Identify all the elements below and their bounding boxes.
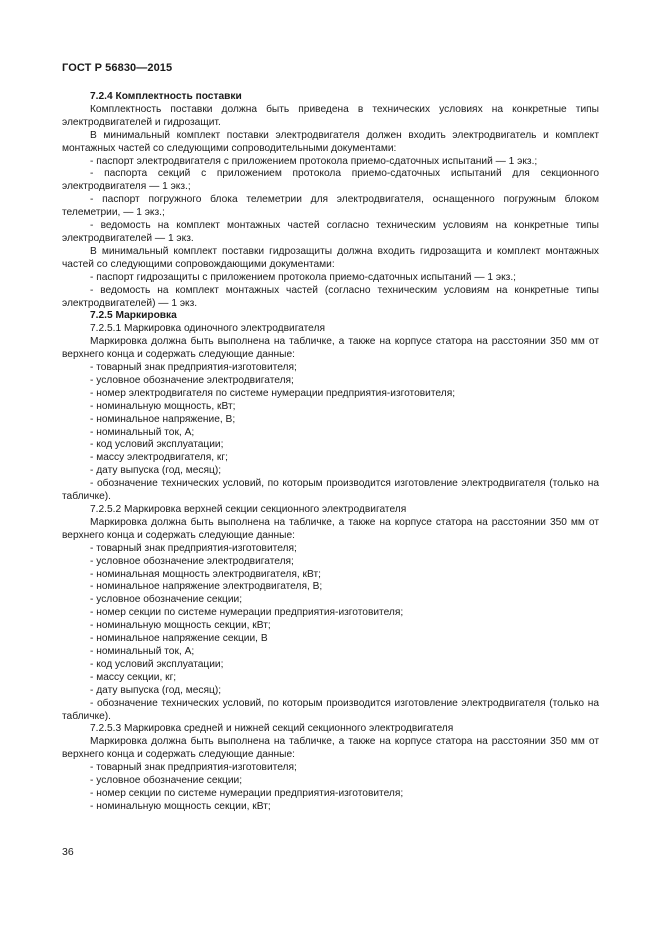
list-item: - товарный знак предприятия-изготовителя; [62, 543, 599, 556]
list-item: - паспорт электродвигателя с приложением протокола приемо-сдаточных испытаний — 1 экз.; [62, 156, 599, 169]
section-heading: 7.2.5 Маркировка [90, 310, 177, 322]
list-item: - номер электродвигателя по системе нумерации предприятия-изготовителя; [62, 388, 599, 401]
list-item: - условное обозначение секции; [62, 775, 599, 788]
list-item: - номинальную мощность, кВт; [62, 401, 599, 414]
list-item: - ведомость на комплект монтажных частей согласно техническим условиям на конкретные типы электродвигателей — 1 экз. [62, 220, 599, 246]
list-item: - товарный знак предприятия-изготовителя; [62, 362, 599, 375]
list-item: - дату выпуска (год, месяц); [62, 685, 599, 698]
list-item: - условное обозначение электродвигателя; [62, 375, 599, 388]
list-item: - номинальную мощность секции, кВт; [62, 801, 599, 814]
list-item: - номинальный ток, А; [62, 427, 599, 440]
list-item: - номинальное напряжение, В; [62, 414, 599, 427]
paragraph: В минимальный комплект поставки электродвигателя должен входить электродвигатель и комплект монтажных частей со следующими сопроводительными документами: [62, 129, 599, 154]
list-item: - условное обозначение секции; [62, 594, 599, 607]
list-item: - дату выпуска (год, месяц); [62, 465, 599, 478]
document-header: ГОСТ Р 56830—2015 [62, 62, 173, 74]
list-item: - номер секции по системе нумерации предприятия-изготовителя; [62, 788, 599, 801]
list-item: - код условий эксплуатации; [62, 439, 599, 452]
paragraph: В минимальный комплект поставки гидрозащиты должна входить гидрозащита и комплект монтажных частей со следующими сопровождающими документами: [62, 245, 599, 270]
list-item: - номер секции по системе нумерации предприятия-изготовителя; [62, 607, 599, 620]
paragraph: Маркировка должна быть выполнена на табличке, а также на корпусе статора на расстоянии 350 мм от верхнего конца и содержать следующие данные: [62, 336, 599, 361]
list-item: - товарный знак предприятия-изготовителя; [62, 762, 599, 775]
list-item: - паспорт погружного блока телеметрии для электродвигателя, оснащенного погружным блоком телеметрии, — 1 экз.; [62, 194, 599, 220]
subsection-heading: 7.2.5.1 Маркировка одиночного электродвигателя [90, 323, 325, 335]
list-item: - массу электродвигателя, кг; [62, 452, 599, 465]
list-item: - код условий эксплуатации; [62, 659, 599, 672]
list-item: - массу секции, кг; [62, 672, 599, 685]
paragraph: Комплектность поставки должна быть приведена в технических условиях на конкретные типы электродвигателей и гидрозащит. [62, 103, 599, 128]
list-item: - номинальное напряжение электродвигателя, В; [62, 581, 599, 594]
list-item: - номинальное напряжение секции, В [62, 633, 599, 646]
list-item: - условное обозначение электродвигателя; [62, 556, 599, 569]
list-item: - паспорт гидрозащиты с приложением протокола приемо-сдаточных испытаний — 1 экз.; [62, 272, 599, 285]
list-item: - ведомость на комплект монтажных частей (согласно техническим условиям на конкретные типы электродвигателей) — 1 экз. [62, 285, 599, 311]
list-item: - номинальный ток, А; [62, 646, 599, 659]
list-item: - номинальную мощность секции, кВт; [62, 620, 599, 633]
subsection-heading: 7.2.5.2 Маркировка верхней секции секционного электродвигателя [90, 504, 407, 515]
document-body [62, 91, 599, 814]
section-heading: 7.2.4 Комплектность поставки [90, 91, 242, 102]
paragraph: Маркировка должна быть выполнена на табличке, а также на корпусе статора на расстоянии 350 мм от верхнего конца и содержать следующие данные: [62, 736, 599, 761]
page-number: 36 [62, 846, 74, 858]
list-item: - номинальная мощность электродвигателя, кВт; [62, 569, 599, 582]
list-item: - обозначение технических условий, по которым производится изготовление электродвигателя (только на табличке). [62, 478, 599, 504]
subsection-heading: 7.2.5.3 Маркировка средней и нижней секций секционного электродвигателя [90, 723, 454, 735]
list-item: - обозначение технических условий, по которым производится изготовление электродвигателя (только на табличке). [62, 698, 599, 724]
list-item: - паспорта секций с приложением протокола приемо-сдаточных испытаний для секционного электродвигателя — 1 экз.; [62, 168, 599, 194]
paragraph: Маркировка должна быть выполнена на табличке, а также на корпусе статора на расстоянии 350 мм от верхнего конца и содержать следующие данные: [62, 516, 599, 541]
